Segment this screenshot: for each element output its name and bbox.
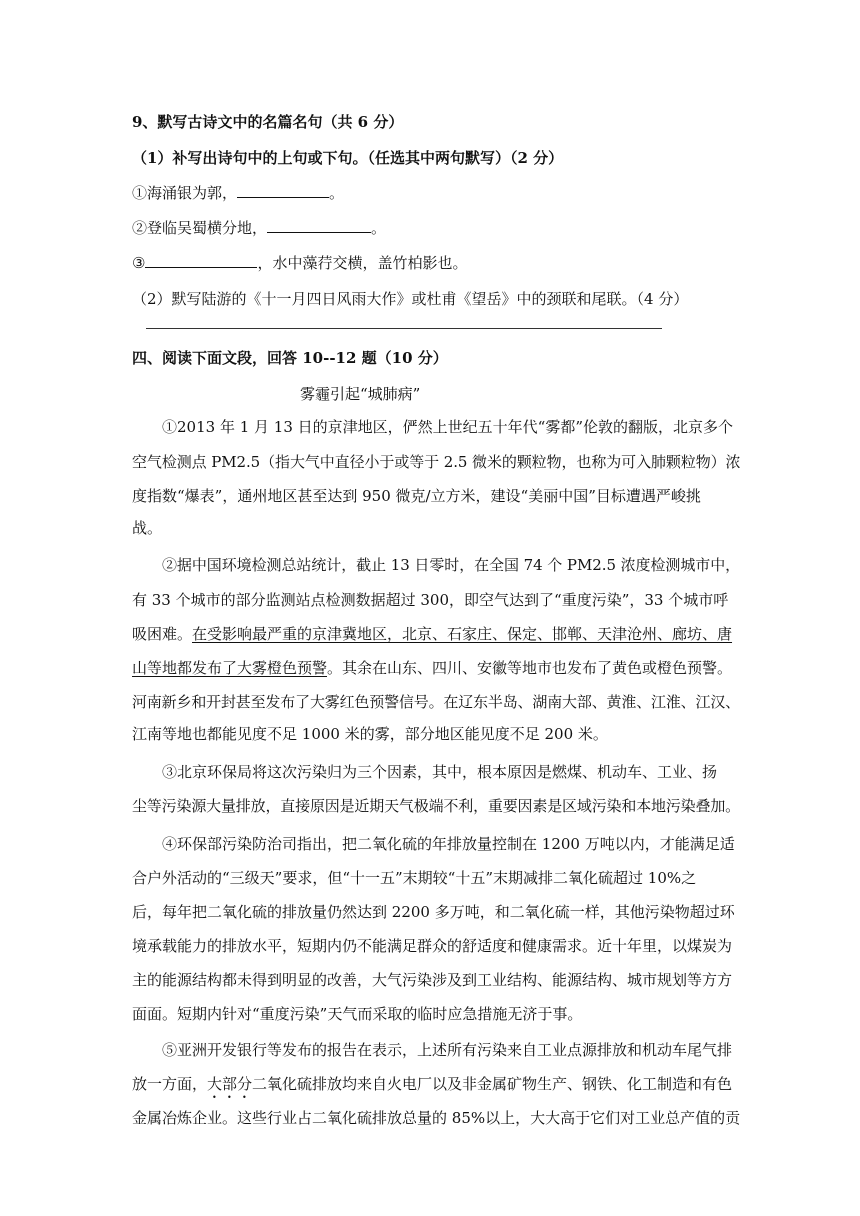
answer-blank-1[interactable] — [237, 183, 329, 198]
q9-item3 — [132, 253, 467, 273]
p2-line-1: ②据中国环境检测总站统计，截止 13 日零时，在全国 74 个 PM2.5 浓度检测城市中， — [162, 556, 741, 574]
p2-line-5: 河南新乡和开封甚至发布了大雾红色预警信号。在辽东半岛、湖南大部、黄淮、江淮、江汉、 — [132, 693, 740, 711]
p2-line-4-suffix: 。其余在山东、四川、安徽等地市也发布了黄色或橙色预警。 — [327, 659, 733, 677]
emphasized-word: 大部分 — [207, 1075, 253, 1093]
p2-line-4 — [132, 658, 732, 678]
q9-item1 — [132, 183, 344, 203]
q9-item1-prefix: ①海涌银为郭， — [132, 184, 238, 202]
p1-line-1: ①2013 年 1 月 13 日的京津地区，俨然上世纪五十年代“雾都”伦敦的翻版，北京多个 — [162, 418, 733, 436]
q9-title: 9、默写古诗文中的名篇名句（共 6 分） — [132, 113, 404, 131]
q9-sub1: （1）补写出诗句中的上句或下句。（任选其中两句默写）（2 分） — [132, 149, 564, 167]
p4-line-6: 面面。短期内针对“重度污染”天气而采取的临时应急措施无济于事。 — [132, 1005, 583, 1023]
p2-line-3-prefix: 吸困难。 — [132, 625, 193, 643]
p1-line-4: 战。 — [132, 519, 163, 537]
section4-heading: 四、阅读下面文段，回答 10--12 题（10 分） — [132, 349, 448, 367]
p4-line-3: 后，每年把二氧化硫的排放量仍然达到 2200 多万吨，和二氧化硫一样，其他污染物超过环 — [132, 903, 735, 921]
q9-sub2: （2）默写陆游的《十一月四日风雨大作》或杜甫《望岳》中的颈联和尾联。（4 分） — [132, 290, 689, 308]
article-title: 雾霾引起“城肺病” — [300, 385, 421, 403]
p2-line-2: 有 33 个城市的部分监测站点检测数据超过 300，即空气达到了“重度污染”，33 个城市呼 — [132, 591, 729, 609]
p2-line-3 — [132, 624, 732, 644]
answer-line[interactable] — [146, 328, 662, 329]
p5-line-3: 金属冶炼企业。这些行业占二氧化硫排放总量的 85%以上，大大高于它们对工业总产值的贡 — [132, 1109, 741, 1127]
p4-line-2: 合户外活动的“三级天”要求，但“十一五”末期较“十五”末期减排二氧化硫超过 10%之 — [132, 869, 697, 887]
q9-item1-suffix: 。 — [329, 184, 345, 202]
p5-line-1: ⑤亚洲开发银行等发布的报告在表示，上述所有污染来自工业点源排放和机动车尾气排 — [162, 1041, 733, 1059]
q9-item3-prefix: ③ — [132, 254, 146, 272]
p3-line-2: 尘等污染源大量排放，直接原因是近期天气极端不利，重要因素是区域污染和本地污染叠加。 — [132, 797, 740, 815]
p1-line-2: 空气检测点 PM2.5（指大气中直径小于或等于 2.5 微米的颗粒物，也称为可入肺颗粒物）浓 — [132, 453, 741, 471]
q9-item2-suffix: 。 — [371, 219, 387, 237]
p5-line-2-suffix: 二氧化硫排放均来自火电厂以及非金属矿物生产、钢铁、化工制造和有色 — [252, 1075, 733, 1093]
underlined-sentence-part-1: 在受影响最严重的京津冀地区，北京、石家庄、保定、邯郸、天津沧州、廊坊、唐 — [192, 625, 733, 643]
q9-item3-suffix: ，水中藻荇交横，盖竹柏影也。 — [257, 254, 468, 272]
p3-line-1: ③北京环保局将这次污染归为三个因素，其中，根本原因是燃煤、机动车、工业、扬 — [162, 763, 718, 781]
p5-line-2-prefix: 放一方面， — [132, 1075, 208, 1093]
q9-item2-prefix: ②登临吴蜀横分地， — [132, 219, 268, 237]
p2-line-6: 江南等地也都能见度不足 1000 米的雾，部分地区能见度不足 200 米。 — [132, 725, 608, 743]
p4-line-4: 境承载能力的排放水平，短期内仍不能满足群众的舒适度和健康需求。近十年里，以煤炭为 — [132, 937, 733, 955]
q9-item2 — [132, 218, 386, 238]
answer-blank-2[interactable] — [267, 218, 371, 233]
answer-blank-3[interactable] — [145, 253, 257, 268]
p4-line-1: ④环保部污染防治司指出，把二氧化硫的年排放量控制在 1200 万吨以内，才能满足适 — [162, 835, 735, 853]
p4-line-5: 主的能源结构都未得到明显的改善，大气污染涉及到工业结构、能源结构、城市规划等方方 — [132, 971, 733, 989]
underlined-sentence-part-2: 山等地都发布了大雾橙色预警 — [132, 659, 328, 677]
p5-line-2 — [132, 1074, 732, 1102]
p1-line-3: 度指数“爆表”，通州地区甚至达到 950 微克/立方米，建设“美丽中国”目标遭遇严峻挑 — [132, 487, 701, 505]
